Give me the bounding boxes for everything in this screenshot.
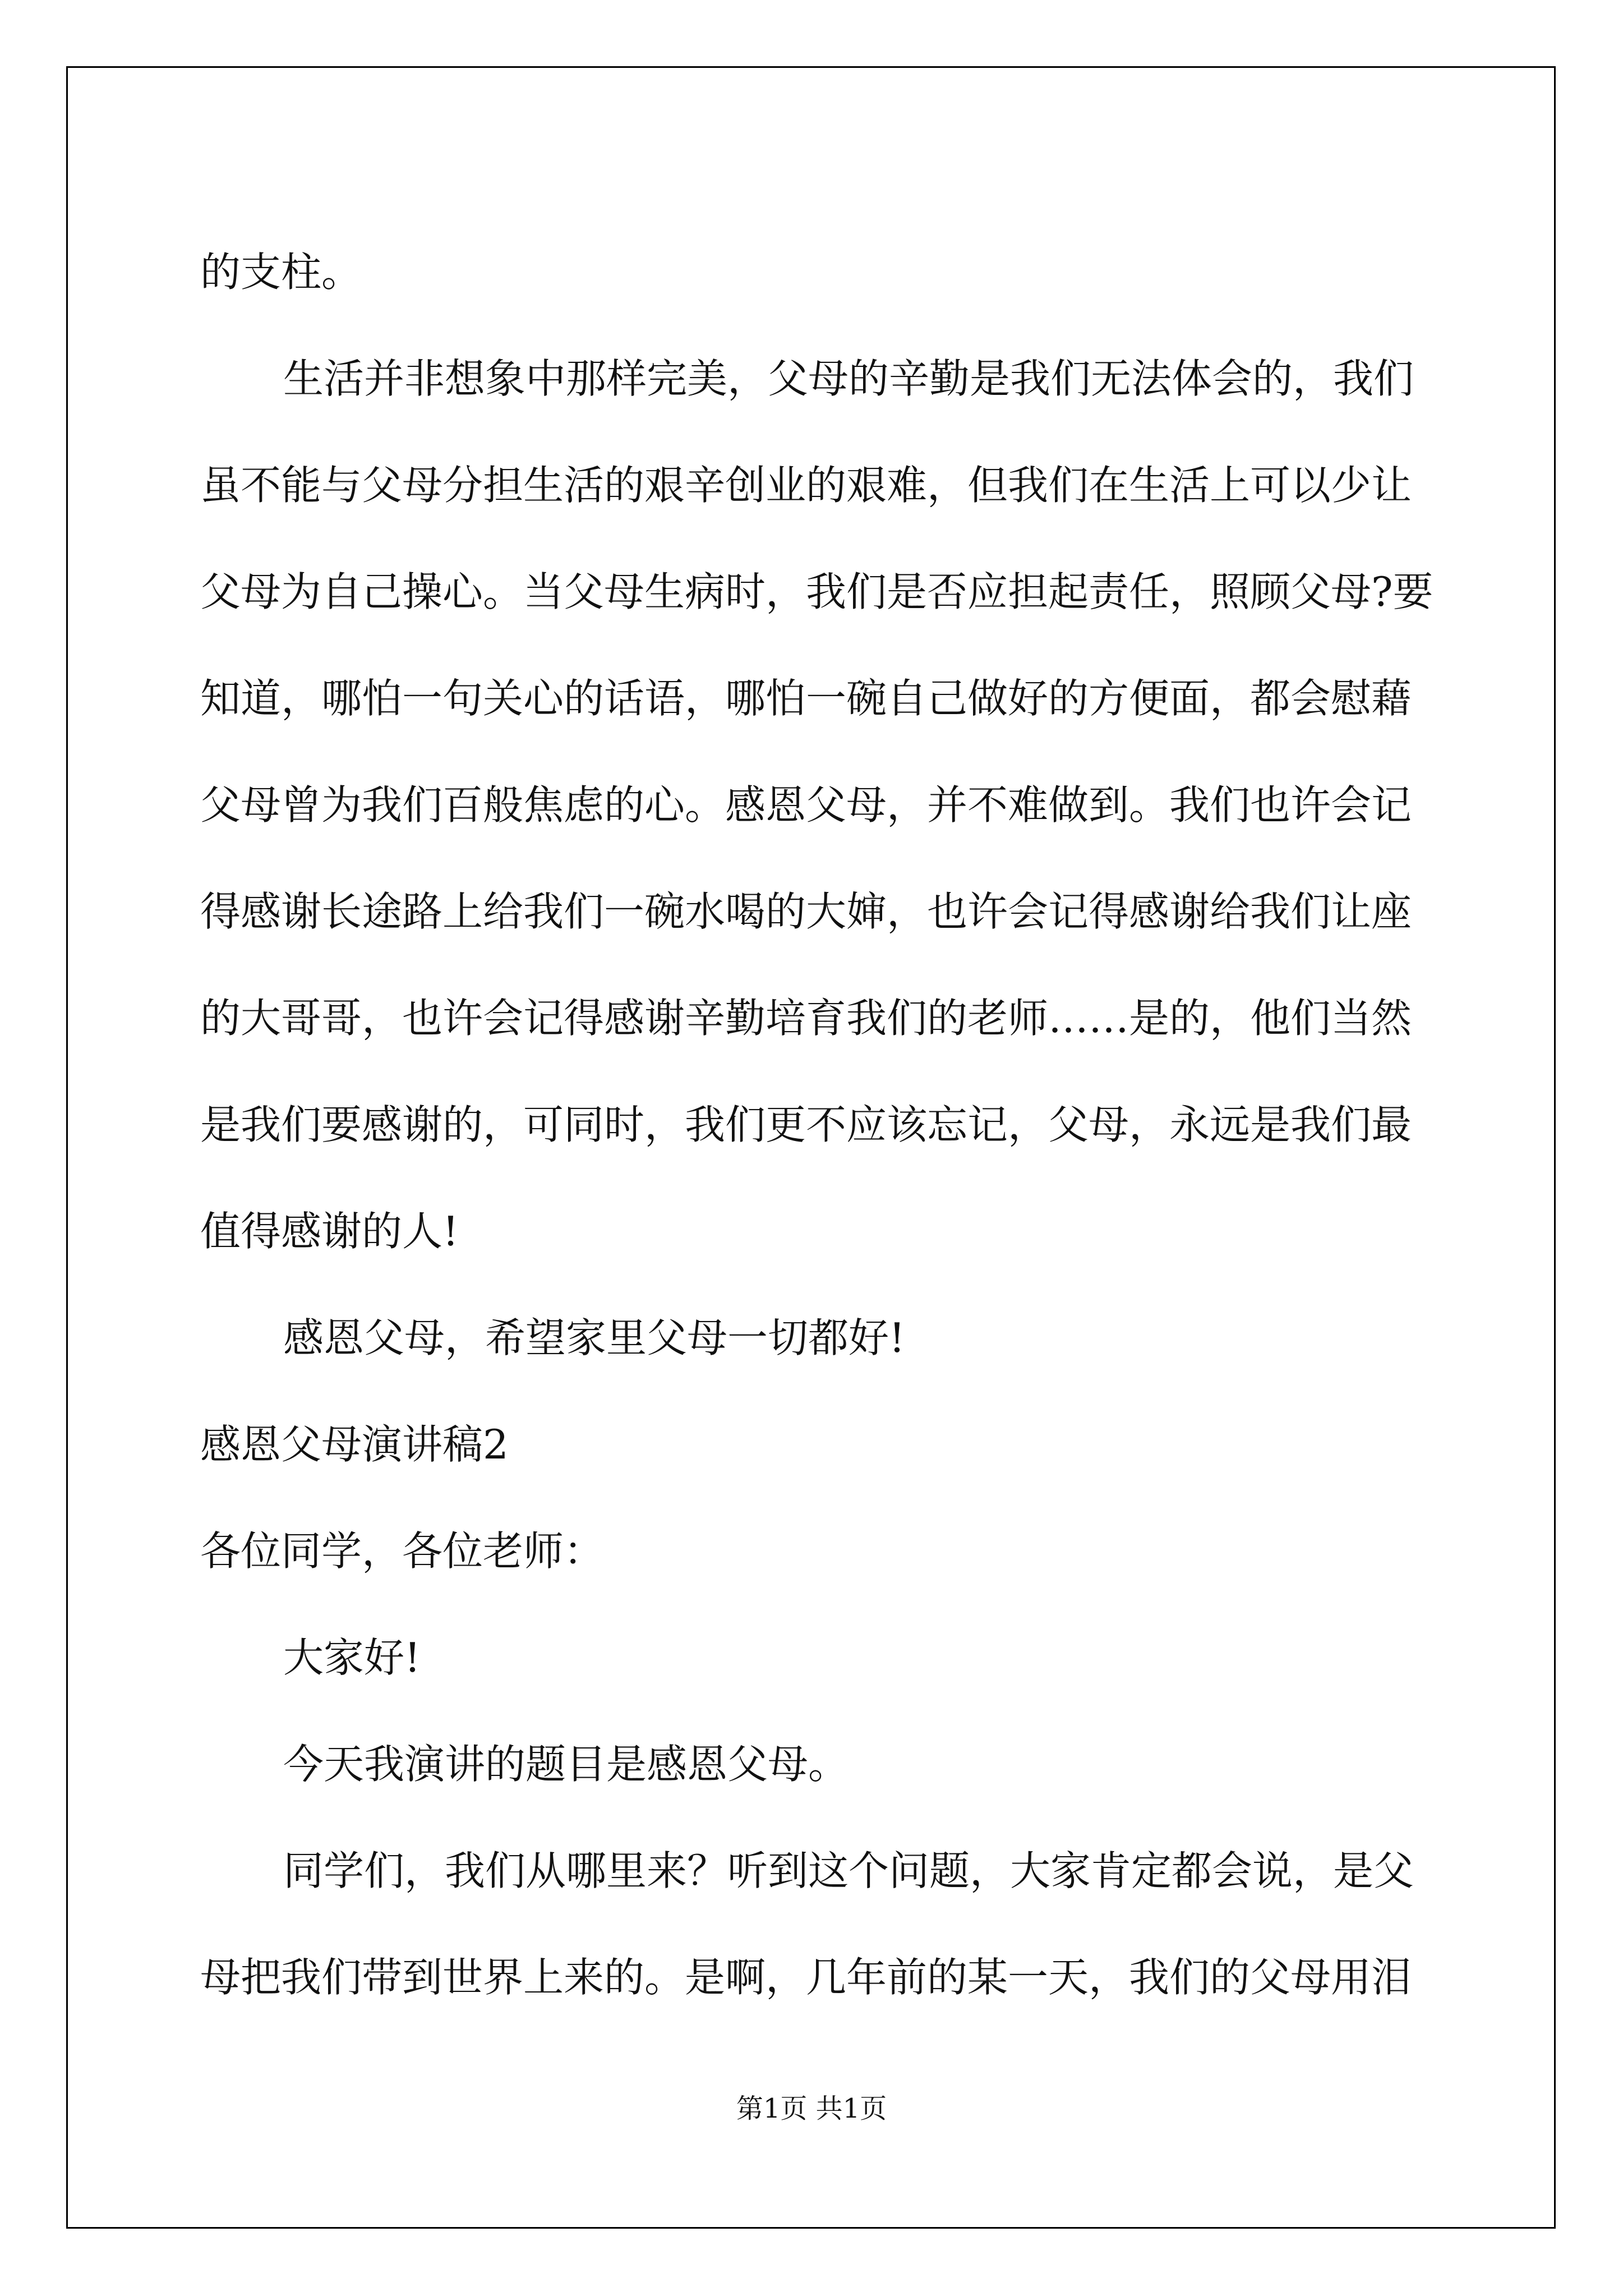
greeting: 大家好! xyxy=(283,1634,421,1681)
text-line: 父母为自己操心。当父母生病时，我们是否应担起责任，照顾父母?要 xyxy=(200,568,1433,615)
paragraph-start-line: 同学们，我们从哪里来？听到这个问题，大家肯定都会说，是父 xyxy=(283,1847,1414,1894)
page-number: 第1页 共1页 xyxy=(736,2093,887,2124)
paragraph-line: 今天我演讲的题目是感恩父母。 xyxy=(283,1741,849,1788)
text-line: 的大哥哥，也许会记得感谢辛勤培育我们的老师……是的，他们当然 xyxy=(200,995,1412,1042)
paragraph-line: 感恩父母，希望家里父母一切都好! xyxy=(283,1314,905,1361)
text-line: 得感谢长途路上给我们一碗水喝的大婶，也许会记得感谢给我们让座 xyxy=(200,888,1412,935)
salutation: 各位同学，各位老师： xyxy=(200,1527,605,1575)
text-line: 值得感谢的人! xyxy=(200,1208,459,1255)
text-line: 虽不能与父母分担生活的艰辛创业的艰难，但我们在生活上可以少让 xyxy=(200,462,1412,509)
paragraph-start-line: 生活并非想象中那样完美，父母的辛勤是我们无法体会的，我们 xyxy=(283,355,1414,402)
document-body xyxy=(200,219,1434,2031)
text-line: 的支柱。 xyxy=(200,249,362,296)
section-title: 感恩父母演讲稿2 xyxy=(200,1421,509,1468)
text-line: 是我们要感谢的，可同时，我们更不应该忘记，父母，永远是我们最 xyxy=(200,1101,1412,1148)
text-line: 母把我们带到世界上来的。是啊，几年前的某一天，我们的父母用泪 xyxy=(200,1954,1412,2001)
text-line: 父母曾为我们百般焦虑的心。感恩父母，并不难做到。我们也许会记 xyxy=(200,781,1412,829)
text-line: 知道，哪怕一句关心的话语，哪怕一碗自己做好的方便面，都会慰藉 xyxy=(200,675,1412,722)
